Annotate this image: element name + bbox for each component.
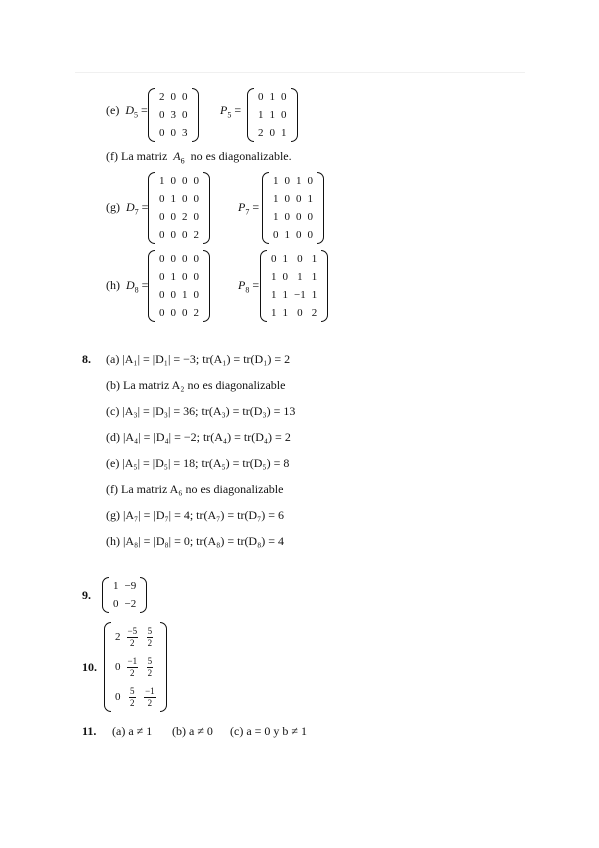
matrix-cell: 1 — [307, 193, 313, 205]
right-paren — [203, 250, 210, 322]
matrix-cell: 2 — [193, 229, 199, 241]
p7-label: $P_7$ = — [238, 200, 260, 217]
matrix-row — [156, 88, 191, 106]
right-paren — [321, 250, 328, 322]
page-top-rule — [75, 72, 525, 73]
matrix-row — [112, 622, 159, 652]
left-paren — [148, 250, 155, 322]
matrix-grid — [156, 250, 202, 322]
matrix-row — [156, 304, 202, 322]
matrix-cell: 1 — [284, 229, 290, 241]
matrix-row — [156, 124, 191, 142]
right-paren — [317, 172, 324, 244]
matrix-cell: 0 — [193, 193, 199, 205]
matrix-row — [270, 226, 316, 244]
matrix-cell: 0 — [296, 229, 302, 241]
matrix-cell: 0 — [170, 127, 176, 139]
answer-8b: (b) La matriz A₂ no es diagonalizable — [106, 378, 286, 392]
matrix-cell: 0 — [281, 91, 287, 103]
matrix-cell: 0 — [170, 253, 176, 265]
matrix-row — [268, 250, 320, 268]
matrix-cell: 1 — [258, 109, 264, 121]
matrix-cell: 0 — [113, 598, 119, 610]
matrix-cell — [124, 622, 142, 652]
matrix-cell: 0 — [170, 91, 176, 103]
matrix-cell: 1 — [170, 193, 176, 205]
answer-11c: (c) a = 0 y b ≠ 1 — [230, 724, 307, 738]
left-paren — [104, 622, 111, 712]
item-7h-label: (h) $D_8$ = — [106, 278, 149, 295]
matrix-cell: 0 — [159, 271, 165, 283]
matrix-row — [268, 268, 320, 286]
matrix-d5 — [148, 88, 199, 142]
matrix-cell: 2 — [193, 307, 199, 319]
matrix-cell: 1 — [311, 289, 318, 301]
matrix-cell: −1 — [294, 289, 306, 301]
matrix-cell: 0 — [159, 211, 165, 223]
matrix-row — [156, 250, 202, 268]
left-paren — [260, 250, 267, 322]
denominator: 2 — [130, 637, 135, 648]
matrix-cell: 0 — [282, 271, 288, 283]
matrix-cell: 0 — [307, 175, 313, 187]
left-paren — [247, 88, 254, 142]
fraction — [147, 656, 154, 679]
left-paren — [102, 577, 109, 613]
denominator: 2 — [130, 667, 135, 678]
answer-8e: (e) |A₅| = |D₅| = 18; tr(A₅) = tr(D₅) = 8 — [106, 456, 290, 470]
matrix-row — [255, 106, 290, 124]
matrix-cell: 2 — [115, 631, 121, 643]
matrix-cell: 1 — [159, 175, 165, 187]
matrix-cell: 3 — [182, 127, 188, 139]
matrix-cell: 0 — [297, 307, 303, 319]
matrix-row — [270, 208, 316, 226]
matrix-cell — [141, 682, 159, 712]
matrix-row — [156, 172, 202, 190]
matrix-cell: 0 — [307, 211, 313, 223]
matrix-row — [156, 268, 202, 286]
matrix-cell: 0 — [307, 229, 313, 241]
item-7f-text: (f) La matriz $A_6$ no es diagonalizable. — [106, 149, 292, 166]
section-11-number: 11. — [82, 724, 97, 738]
right-paren — [203, 172, 210, 244]
matrix-cell: 0 — [281, 109, 287, 121]
matrix-cell: 1 — [271, 289, 277, 301]
matrix-d7 — [148, 172, 210, 244]
matrix-cell: 0 — [193, 271, 199, 283]
matrix-row — [156, 208, 202, 226]
matrix-cell: 1 — [311, 253, 318, 265]
matrix-cell: 0 — [193, 175, 199, 187]
matrix-p5 — [247, 88, 298, 142]
matrix-cell: 2 — [311, 307, 318, 319]
matrix-row — [270, 172, 316, 190]
right-paren — [140, 577, 147, 613]
matrix-grid — [112, 622, 159, 712]
answer-8a: (a) |A₁| = |D₁| = −3; tr(A₁) = tr(D₁) = 2 — [106, 352, 291, 366]
matrix-cell: 0 — [284, 175, 290, 187]
matrix-cell: 0 — [170, 307, 176, 319]
answer-8f: (f) La matriz A₆ no es diagonalizable — [106, 482, 284, 496]
matrix-cell: 0 — [182, 91, 188, 103]
item-7g-label: (g) $D_7$ = — [106, 200, 149, 217]
matrix-cell: 0 — [115, 691, 121, 703]
answer-11a: (a) a ≠ 1 — [112, 724, 153, 738]
matrix-row — [270, 190, 316, 208]
matrix-answer-9 — [102, 577, 147, 613]
matrix-cell: 0 — [159, 253, 165, 265]
matrix-cell: 0 — [159, 193, 165, 205]
matrix-cell: 0 — [170, 229, 176, 241]
matrix-grid — [156, 172, 202, 244]
matrix-grid — [270, 172, 316, 244]
left-paren — [262, 172, 269, 244]
matrix-cell: 0 — [182, 253, 188, 265]
matrix-cell — [124, 652, 142, 682]
matrix-d8 — [148, 250, 210, 322]
matrix-grid — [268, 250, 320, 322]
matrix-cell: 1 — [113, 580, 119, 592]
denominator: 2 — [130, 697, 135, 708]
matrix-row — [156, 286, 202, 304]
item-7e-label: (e) $D_5$ = — [106, 103, 148, 120]
matrix-cell: 1 — [271, 307, 277, 319]
matrix-cell: 0 — [159, 307, 165, 319]
p5-label: $P_5$ = — [220, 103, 242, 120]
answer-11b: (b) a ≠ 0 — [172, 724, 213, 738]
answer-8g: (g) |A₇| = |D₇| = 4; tr(A₇) = tr(D₇) = 6 — [106, 508, 285, 522]
matrix-cell: 0 — [159, 229, 165, 241]
matrix-cell: 0 — [269, 127, 275, 139]
fraction — [129, 686, 136, 709]
answer-8d: (d) |A₄| = |D₄| = −2; tr(A₄) = tr(D₄) = 2 — [106, 430, 291, 444]
matrix-cell: 0 — [297, 253, 303, 265]
matrix-cell: −2 — [124, 598, 137, 610]
section-10-number: 10. — [82, 660, 97, 674]
matrix-cell: 1 — [296, 175, 302, 187]
matrix-cell: 0 — [284, 211, 290, 223]
answer-8h: (h) |A₈| = |D₈| = 0; tr(A₈) = tr(D₈) = 4 — [106, 534, 285, 548]
matrix-cell: 0 — [273, 229, 279, 241]
matrix-cell: 1 — [311, 271, 318, 283]
matrix-cell: 0 — [115, 661, 121, 673]
denominator: 2 — [147, 637, 153, 648]
matrix-cell: 0 — [170, 211, 176, 223]
matrix-grid — [156, 88, 191, 142]
matrix-cell: 0 — [258, 91, 264, 103]
fraction — [144, 686, 156, 709]
matrix-cell: 2 — [159, 91, 165, 103]
section-8-number: 8. — [82, 352, 91, 366]
matrix-p8 — [260, 250, 328, 322]
numerator: 5 — [147, 625, 153, 636]
numerator: −1 — [145, 685, 155, 696]
answer-8c: (c) |A₃| = |D₃| = 36; tr(A₃) = tr(D₃) = 13 — [106, 404, 296, 418]
matrix-p7 — [262, 172, 324, 244]
matrix-cell: −9 — [124, 580, 137, 592]
matrix-cell: 0 — [182, 109, 188, 121]
fraction — [127, 626, 139, 649]
right-paren — [291, 88, 298, 142]
p8-label: $P_8$ = — [238, 278, 260, 295]
right-paren — [192, 88, 199, 142]
matrix-cell: 1 — [273, 211, 279, 223]
matrix-cell: 0 — [193, 289, 199, 301]
matrix-row — [156, 106, 191, 124]
matrix-row — [255, 124, 290, 142]
matrix-cell: 0 — [296, 211, 302, 223]
matrix-cell: 2 — [258, 127, 264, 139]
fraction — [127, 656, 139, 679]
denominator: 2 — [147, 697, 153, 708]
matrix-cell: 0 — [170, 175, 176, 187]
matrix-cell — [141, 622, 159, 652]
matrix-grid — [110, 577, 139, 613]
matrix-cell: 1 — [273, 175, 279, 187]
matrix-row — [156, 226, 202, 244]
matrix-answer-10 — [104, 622, 167, 712]
matrix-row — [110, 577, 139, 595]
matrix-cell: 1 — [182, 289, 188, 301]
matrix-cell: 1 — [282, 289, 288, 301]
matrix-cell: 0 — [159, 109, 165, 121]
left-paren — [148, 88, 155, 142]
matrix-cell: 0 — [296, 193, 302, 205]
right-paren — [160, 622, 167, 712]
matrix-row — [268, 304, 320, 322]
numerator: 5 — [130, 685, 135, 696]
matrix-cell: 0 — [182, 193, 188, 205]
matrix-cell: 1 — [282, 307, 288, 319]
matrix-row — [255, 88, 290, 106]
matrix-cell — [141, 652, 159, 682]
matrix-row — [110, 595, 139, 613]
matrix-cell: 1 — [281, 127, 287, 139]
matrix-row — [112, 682, 159, 712]
matrix-cell: 0 — [182, 271, 188, 283]
matrix-cell: 1 — [273, 193, 279, 205]
matrix-cell: 1 — [297, 271, 303, 283]
matrix-cell: 1 — [269, 91, 275, 103]
matrix-grid — [255, 88, 290, 142]
matrix-row — [112, 652, 159, 682]
matrix-cell: 0 — [182, 229, 188, 241]
denominator: 2 — [147, 667, 153, 678]
matrix-cell: 1 — [269, 109, 275, 121]
numerator: −5 — [127, 625, 138, 636]
matrix-row — [268, 286, 320, 304]
matrix-cell: 0 — [284, 193, 290, 205]
matrix-cell — [124, 682, 142, 712]
matrix-cell: 0 — [182, 307, 188, 319]
matrix-row — [156, 190, 202, 208]
section-9-number: 9. — [82, 588, 91, 602]
numerator: 5 — [147, 655, 153, 666]
fraction — [147, 626, 154, 649]
matrix-cell: 1 — [170, 271, 176, 283]
matrix-cell: 1 — [282, 253, 288, 265]
matrix-cell: 0 — [271, 253, 277, 265]
matrix-cell: 0 — [193, 211, 199, 223]
numerator: −1 — [127, 655, 138, 666]
matrix-cell: 0 — [193, 253, 199, 265]
matrix-cell: 1 — [271, 271, 277, 283]
matrix-cell: 3 — [170, 109, 176, 121]
matrix-cell: 0 — [182, 175, 188, 187]
matrix-cell: 0 — [159, 127, 165, 139]
matrix-cell: 0 — [159, 289, 165, 301]
matrix-cell: 2 — [182, 211, 188, 223]
matrix-cell: 0 — [170, 289, 176, 301]
left-paren — [148, 172, 155, 244]
